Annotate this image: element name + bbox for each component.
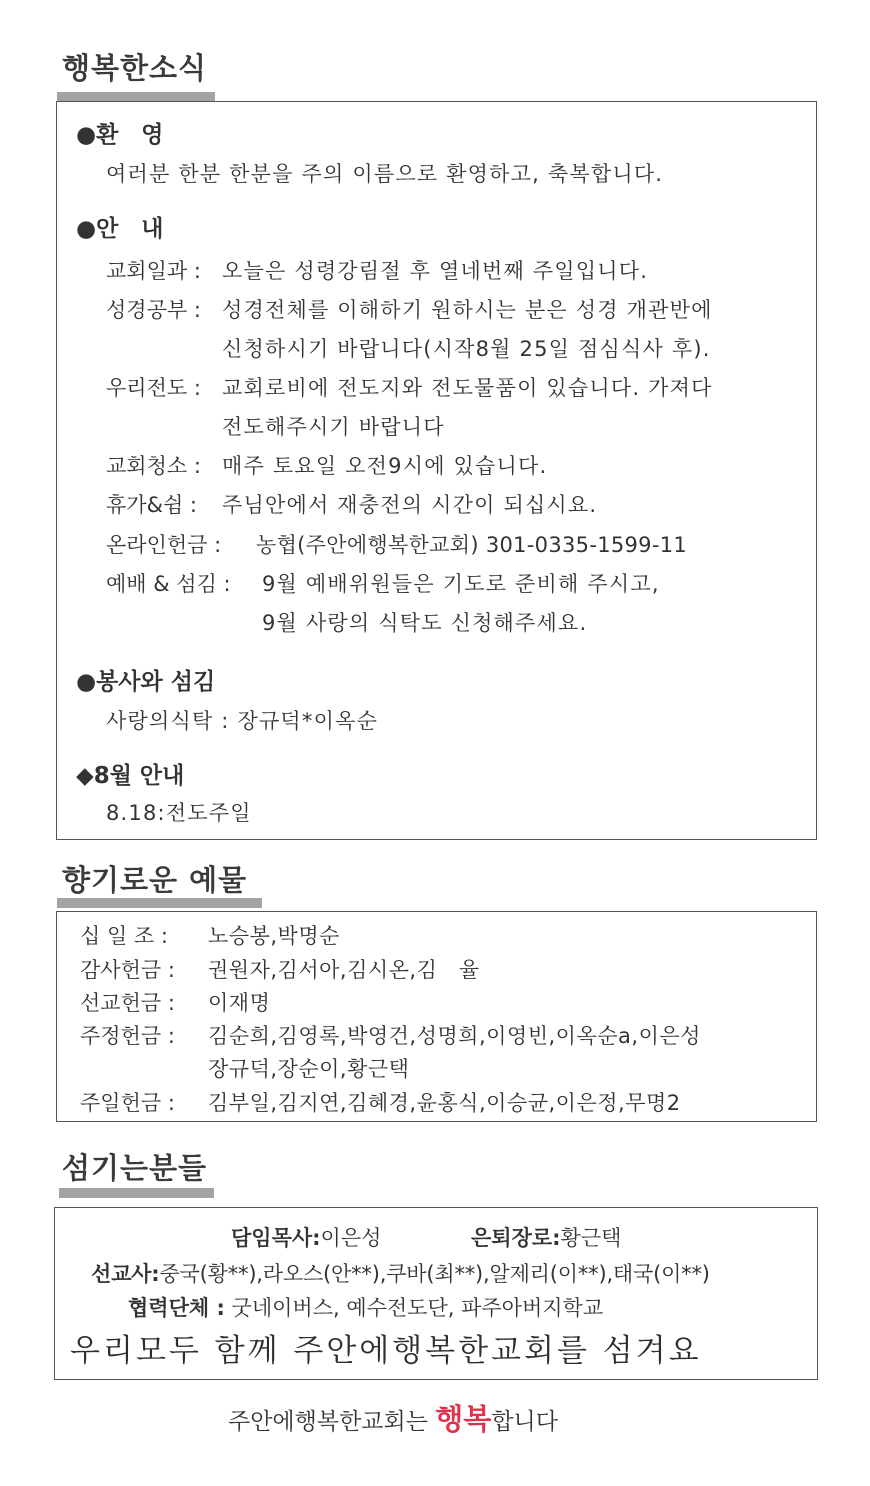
notice-label: 우리전도 :: [106, 376, 201, 400]
missionary-names: 중국(황**),라오스(안**),쿠바(최**),알제리(이**),태국(이**): [159, 1262, 710, 1286]
welcome-heading: ●환 영: [76, 122, 164, 148]
partner-names: 굿네이버스, 예수전도단, 파주아버지학교: [231, 1296, 604, 1320]
notice-line: 매주 토요일 오전9시에 있습니다.: [222, 454, 548, 478]
notice-label: 성경공부 :: [106, 298, 201, 322]
notice-line: 9월 예배위원들은 기도로 준비해 주시고,: [262, 572, 660, 596]
notice-heading: ●안 내: [76, 216, 164, 242]
footer-highlight: 행복: [435, 1402, 492, 1436]
offering-title-underbar: [57, 898, 262, 908]
august-text: 8.18:전도주일: [106, 801, 252, 825]
offering-names: 이재명: [208, 991, 271, 1015]
offering-section-title: 향기로운 예물: [62, 863, 248, 897]
servants-section-title: 섬기는분들: [62, 1151, 208, 1185]
notice-line: 주님안에서 재충전의 시간이 되십시요.: [222, 493, 598, 517]
offering-label: 주일헌금 :: [80, 1091, 175, 1115]
partner-line: [128, 1292, 603, 1322]
welcome-text: 여러분 한분 한분을 주의 이름으로 환영하고, 축복합니다.: [106, 162, 664, 186]
service-text: 사랑의식탁 : 장규덕*이옥순: [106, 709, 379, 733]
notice-label: 온라인헌금 :: [106, 533, 222, 557]
servants-motto: 우리모두 함께 주안에행복한교회를 섬겨요: [70, 1333, 702, 1369]
offering-names: 김부일,김지연,김혜경,윤홍식,이승균,이은정,무명2: [208, 1091, 681, 1115]
offering-names: 권원자,김서아,김시온,김 율: [208, 958, 480, 982]
offering-label: 감사헌금 :: [80, 958, 175, 982]
elder-label: 은퇴장로:: [471, 1226, 561, 1250]
notice-label: 휴가&쉼 :: [106, 493, 197, 517]
pastor-name: 이은성: [320, 1226, 382, 1250]
service-heading: ●봉사와 섬김: [76, 669, 216, 695]
notice-line: 오늘은 성령강림절 후 열네번째 주일입니다.: [222, 259, 649, 283]
notice-line: 교회로비에 전도지와 전도물품이 있습니다. 가져다: [222, 376, 713, 400]
offering-label: 선교헌금 :: [80, 991, 175, 1015]
notice-line: 전도해주시기 바랍니다: [222, 415, 445, 439]
notice-label: 예배 & 섬김 :: [106, 572, 231, 596]
notice-label: 교회일과 :: [106, 259, 201, 283]
offering-names: 노승봉,박명순: [208, 924, 340, 948]
notice-line: 농협(주안에행복한교회) 301-0335-1599-11: [256, 533, 688, 557]
elder-name: 황근택: [560, 1226, 622, 1250]
pastor-line: [231, 1222, 381, 1252]
notice-line: 성경전체를 이해하기 원하시는 분은 성경 개관반에: [222, 298, 713, 322]
notice-line: 9월 사랑의 식탁도 신청해주세요.: [262, 611, 588, 635]
footer-suffix: 합니다: [491, 1409, 558, 1435]
footer-prefix: 주안에행복한교회는: [228, 1409, 436, 1435]
notice-label: 교회청소 :: [106, 454, 201, 478]
notice-line: 신청하시기 바랍니다(시작8월 25일 점심식사 후).: [222, 337, 711, 361]
servants-title-underbar: [59, 1188, 214, 1198]
august-heading: ◆8월 안내: [76, 763, 185, 789]
offering-names: 장규덕,장순이,황근택: [208, 1057, 410, 1081]
news-section-title: 행복한소식: [62, 51, 208, 85]
partner-label: 협력단체 :: [128, 1296, 225, 1320]
offering-names: 김순희,김영록,박영건,성명희,이영빈,이옥순a,이은성: [208, 1024, 701, 1048]
footer-line: [228, 1397, 558, 1438]
elder-line: [471, 1222, 621, 1252]
missionary-label: 선교사:: [91, 1262, 160, 1286]
offering-label: 주정헌금 :: [80, 1024, 175, 1048]
pastor-label: 담임목사:: [231, 1226, 321, 1250]
missionary-line: [91, 1258, 710, 1288]
offering-label: 십 일 조 :: [80, 924, 168, 948]
